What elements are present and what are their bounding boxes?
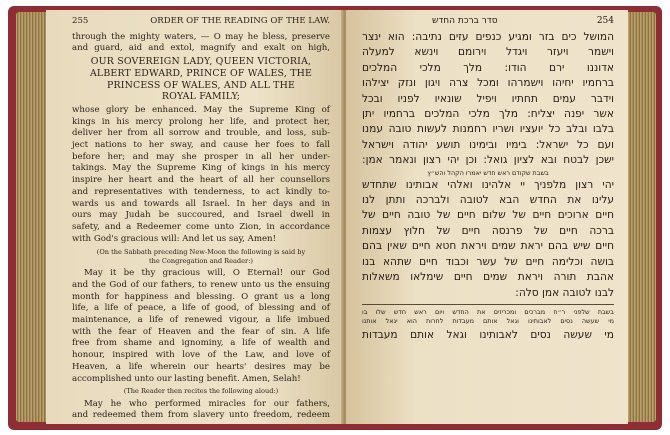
royal-line: OUR SOVEREIGN LADY, QUEEN VICTORIA, [90, 56, 312, 68]
hebrew-line: וידבר עמים תחתיו ויפיל שונאיו לפניו ובכל [362, 92, 614, 105]
text-line: month for happiness and blessing. O grant us a long [72, 291, 330, 302]
hebrew-line: אדוננו ירם הודו: מלך מלכי המלכים [362, 61, 614, 74]
text-line: and guard, aid and extol, magnify and exalt on high, [72, 43, 330, 54]
hebrew-line: המושל כים בזר ומגיע כנפים עזים נתיבה: הוא ינצר [362, 31, 614, 43]
hebrew-line: ישכן לבטח ובא לציון גואל: וכן יהי רצון ונאמר אמן: [362, 154, 614, 167]
text-line: and redeemed them from slavery unto freedom, redeem [72, 410, 330, 421]
hebrew-line: יהי רצון מלפניך יי אלהינו ואלהי אבותינו שתחדש [362, 178, 614, 191]
right-page-number: 254 [596, 16, 614, 26]
left-page-number: 255 [72, 16, 89, 26]
page-edges-left [16, 12, 46, 422]
text-line: before her; and may she prosper in all her under- [72, 151, 330, 162]
sabbath-note: the Congregation and Reader:) [148, 256, 254, 265]
text-line: ject nations to her sway, and cause her foes to fall [72, 140, 330, 151]
text-line: May it be thy gracious will, O Eternal! our God [84, 268, 330, 279]
left-page-text [72, 16, 330, 422]
left-running-head: ORDER OF THE READING OF THE LAW. [150, 16, 330, 26]
text-line: honour, inspired with love of the Law, and love of [72, 350, 330, 361]
hebrew-line: וישמר ויעזר ויגדל וירומם וינשא למעלה [362, 46, 614, 59]
right-running-head: סדר ברכת החדש [432, 16, 498, 26]
hebrew-line: עלינו את החדש הבא לטובה ולברכה ותתן לנו [362, 194, 614, 207]
hebrew-line: חיים שיש בהם יראת שמים ויראת חטא חיים שאין בהם [362, 240, 614, 253]
hebrew-line: בושה וכלימה חיים של עשר וכבוד חיים שתהא בנו [362, 255, 614, 268]
text-line: free from shame and ignominy, a life of wealth and [72, 338, 330, 349]
text-line: whose glory be enhanced. May the Supreme King of [72, 104, 330, 115]
text-line: safety, and a Redeemer come unto Zion, in accordance [72, 221, 330, 232]
left-page [46, 10, 344, 424]
hebrew-line: ברחמיו יחיהו וישמרהו ומכל צרה ויגון ונזק יצילהו [362, 77, 614, 90]
text-line: with the fear of Heaven and the fear of sin. A life [72, 326, 330, 337]
text-line: maintenance, a life of renewed vigour, a life imbued [72, 314, 330, 325]
text-line: ours may Judah be succoured, and Israel dwell in [72, 210, 330, 221]
right-page-text [362, 16, 614, 343]
text-line: Heaven, a life wherein our hearts' desires may be [72, 361, 330, 372]
hebrew-line: בלבו ובלב כל יועציו ושריו רחמנות לעשות טובה עמנו [362, 123, 614, 136]
text-line: life, a life of peace, a life of good, of blessing and of [72, 303, 330, 314]
hebrew-line: לבנו לטובה אמן סלה: [515, 286, 614, 299]
royal-line: ALBERT EDWARD, PRINCE OF WALES, THE [89, 67, 313, 79]
text-line: deliver her from all sorrow and trouble, and loss, sub- [72, 128, 330, 139]
right-running-header [362, 16, 614, 26]
left-running-header [72, 16, 330, 28]
hebrew-line: ברכה חיים של פרנסה חיים של חלוץ עצמות [362, 224, 614, 237]
text-line: and representatives with tenderness, to act kindly to- [72, 186, 330, 197]
hebrew-footnote: בשבת שלפני ר״ח מברכים ומכריזים את החדש ויום ראש חדש שלו בו [362, 307, 614, 316]
hebrew-footnote: מי שעשה נסים לאבותינו וגאל אותם מעבדות לחרות הוא יגאל אותנו [362, 316, 614, 325]
book [8, 6, 662, 430]
text-line: through the mighty waters, — O may he bless, preserve [72, 31, 330, 42]
hebrew-line: אהבת תורה ויראת שמים חיים שימלאו משאלות [362, 271, 614, 284]
text-line: with God's gracious will: And let us say, Amen! [72, 233, 277, 244]
text-line: and the God of our fathers, to renew unto us the ensuing [72, 279, 330, 290]
footnote-rule [362, 304, 614, 305]
text-line: wards us and towards all Israel. In her days and in [72, 198, 330, 209]
hebrew-note: בשבת שקודם ראש חדש יאמרו הקהל והש״ץ [427, 168, 549, 177]
hebrew-line: מי שעשה נסים לאבותינו וגאל אותם מעבדות [362, 328, 614, 341]
hebrew-line: ועם כל ישראל: בימיו ובימינו תושע יהודה וישראל [362, 138, 614, 151]
text-line: accomplished unto our lasting benefit. Amen, Selah! [72, 373, 301, 384]
page-edges-right [626, 12, 656, 422]
royal-line: ROYAL FAMILY; [161, 91, 241, 103]
hebrew-line: חיים ארוכים חיים של שלום חיים של טובה חיים של [362, 209, 614, 222]
royal-line: PRINCESS OF WALES, AND ALL THE [106, 79, 296, 91]
reader-note: (The Reader then recites the following aloud:) [123, 387, 279, 396]
text-line: kings in his mercy prolong her life, and protect her, [72, 116, 330, 127]
text-line: takings. May the Supreme King of kings in his mercy [72, 163, 330, 174]
hebrew-line: אשר יפנה יצליח: מלך מלכי המלכים ברחמיו יתן [362, 108, 614, 121]
text-line: inspire her heart and the heart of all her counsellors [72, 175, 330, 186]
sabbath-note: (On the Sabbath preceding New-Moon the following is said by [96, 248, 306, 257]
text-line: May he who performed miracles for our fathers, [84, 398, 330, 409]
right-page [346, 10, 628, 424]
